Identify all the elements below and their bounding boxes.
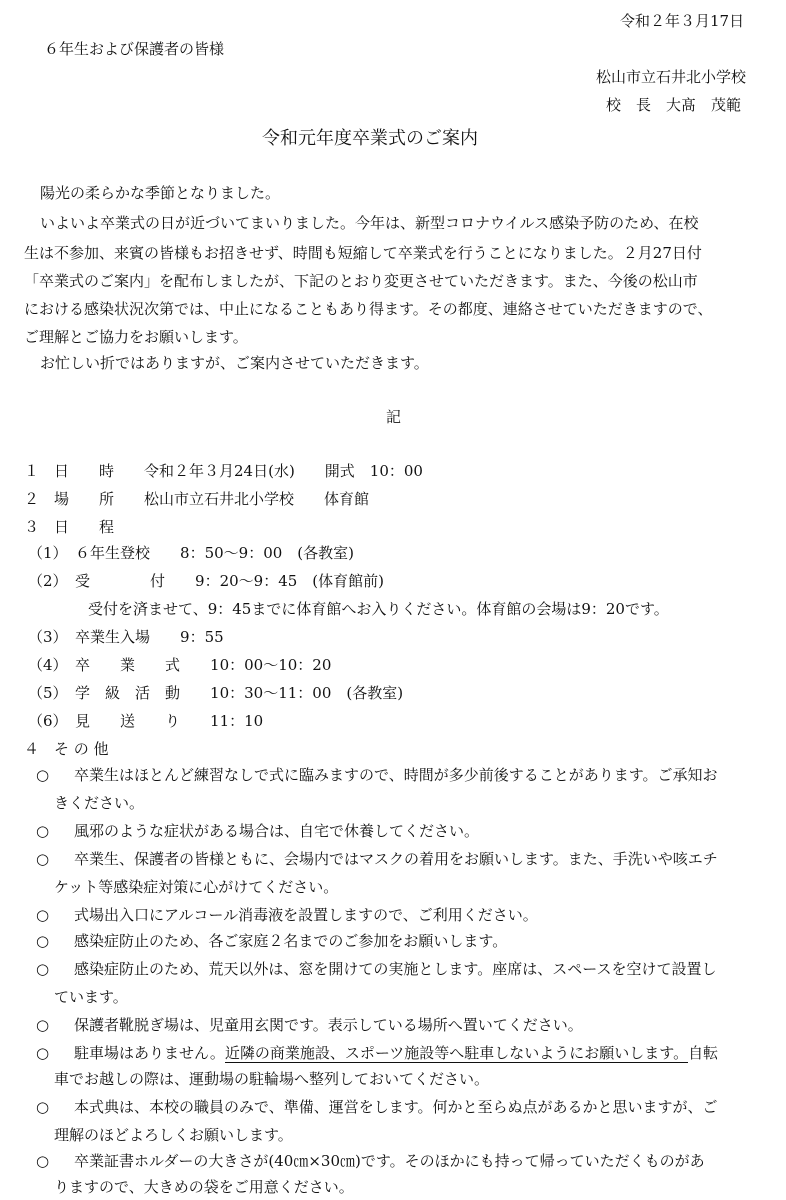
bullet-circle: ○ (36, 906, 50, 924)
bullet-circle: ○ (36, 1152, 50, 1170)
note-continuation: きください。 (54, 794, 145, 812)
item-other: ４ そ の 他 (24, 740, 109, 758)
schedule-row: （4） 卒 業 式 10：00～10：20 (28, 656, 332, 674)
note-item: ○ 卒業証書ホルダーの大きさが(40㎝×30㎝)です。そのほかにも持って帰っていただくものがあ (36, 1152, 705, 1170)
ki-heading: 記 (386, 408, 402, 426)
item-schedule: ３ 日 程 (24, 518, 115, 536)
schedule-row: （5） 学 級 活 動 10：30～11：00 (各教室) (28, 684, 404, 702)
note-continuation: 理解のほどよろしくお願いします。 (54, 1126, 293, 1144)
item-date-time: １ 日 時 令和２年３月24日(水) 開式 10：00 (24, 462, 423, 480)
schedule-row: （2） 受 付 9：20～9：45 (体育館前) (28, 572, 385, 590)
note-continuation: りますので、大きめの袋をご用意ください。 (54, 1178, 354, 1196)
bullet-circle: ○ (36, 822, 50, 840)
note-item: ○ 駐車場はありません。近隣の商業施設、スポーツ施設等へ駐車しないようにお願いします。自転 (36, 1044, 719, 1062)
body-line: 陽光の柔らかな季節となりました。 (40, 184, 281, 202)
note-item: ○ 感染症防止のため、荒天以外は、窓を開けての実施とします。座席は、スペースを空けて設置し (36, 960, 717, 978)
note-continuation: ています。 (54, 988, 128, 1006)
bullet-circle: ○ (36, 850, 50, 868)
note-item: ○ 式場出入口にアルコール消毒液を設置しますので、ご利用ください。 (36, 906, 538, 924)
note-item: ○ 卒業生はほとんど練習なしで式に臨みますので、時間が多少前後することがあります。ご承知お (36, 766, 718, 784)
schedule-note: 受付を済ませて、9：45までに体育館へお入りください。体育館の会場は9：20です。 (88, 600, 669, 618)
sender-principal: 校 長 大髙 茂範 (606, 96, 742, 114)
note-item: ○ 感染症防止のため、各ご家庭２名までのご参加をお願いします。 (36, 932, 508, 950)
body-line: いよいよ卒業式の日が近づいてまいりました。今年は、新型コロナウイルス感染予防のため、在校 (40, 214, 699, 232)
bullet-circle: ○ (36, 1016, 50, 1034)
note-item: ○ 本式典は、本校の職員のみで、準備、運営をします。何かと至らぬ点があるかと思いますが、ご (36, 1098, 718, 1116)
schedule-row: （3） 卒業生入場 9：55 (28, 628, 224, 646)
sender-school: 松山市立石井北小学校 (596, 68, 747, 86)
date: 令和２年３月17日 (620, 12, 745, 30)
recipient: ６年生および保護者の皆様 (44, 40, 225, 58)
body-line: お忙しい折ではありますが、ご案内させていただきます。 (40, 354, 429, 372)
underlined-warning: 近隣の商業施設、スポーツ施設等へ駐車しないようにお願いします。 (224, 1044, 689, 1062)
schedule-row: （6） 見 送 り 11：10 (28, 712, 264, 730)
note-continuation: ケット等感染症対策に心がけてください。 (54, 878, 339, 896)
body-line: ご理解とご協力をお願いします。 (24, 328, 248, 346)
body-line: における感染状況次第では、中止になることもあり得ます。その都度、連絡させていただきますので、 (24, 300, 713, 318)
body-line: 「卒業式のご案内」を配布しましたが、下記のとおり変更させていただきます。また、今後の松山市 (24, 272, 698, 290)
bullet-circle: ○ (36, 1044, 50, 1062)
item-place: ２ 場 所 松山市立石井北小学校 体育館 (24, 490, 370, 508)
body-line: 生は不参加、来賓の皆様もお招きせず、時間も短縮して卒業式を行うことになりました。２月27日付 (24, 244, 702, 262)
schedule-row: （1） ６年生登校 8：50～9：00 (各教室) (28, 544, 355, 562)
note-continuation: 車でお越しの際は、運動場の駐輪場へ整列しておいてください。 (54, 1070, 490, 1088)
note-item: ○ 保護者靴脱ぎ場は、児童用玄関です。表示している場所へ置いてください。 (36, 1016, 583, 1034)
bullet-circle: ○ (36, 766, 50, 784)
bullet-circle: ○ (36, 1098, 50, 1116)
bullet-circle: ○ (36, 960, 50, 978)
page-title: 令和元年度卒業式のご案内 (262, 128, 478, 149)
note-item: ○ 卒業生、保護者の皆様ともに、会場内ではマスクの着用をお願いします。また、手洗いや咳エチ (36, 850, 718, 868)
note-item: ○ 風邪のような症状がある場合は、自宅で休養してください。 (36, 822, 480, 840)
bullet-circle: ○ (36, 932, 50, 950)
